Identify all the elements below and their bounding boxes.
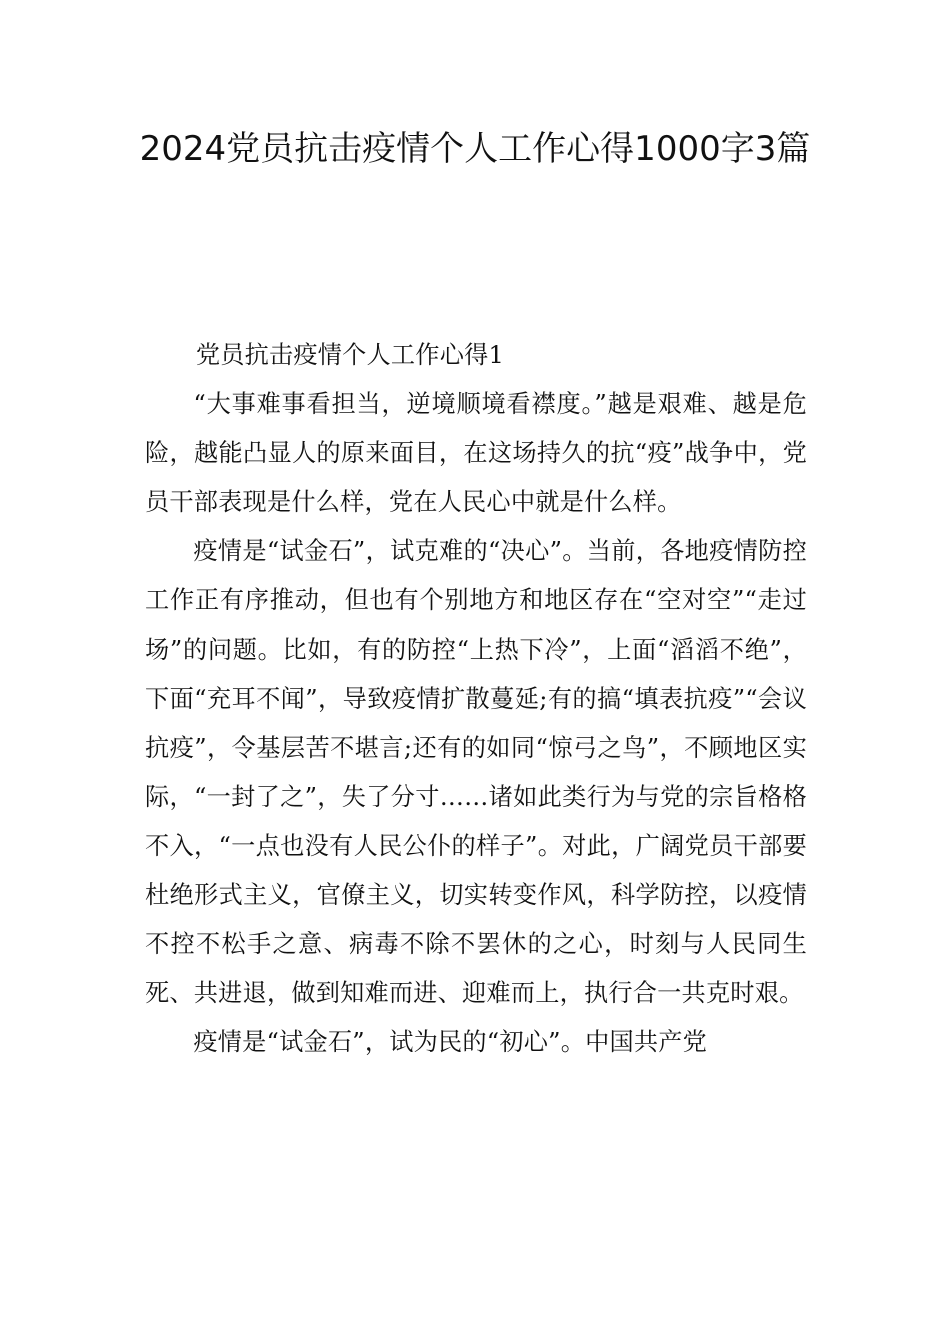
paragraph-1: “大事难事看担当，逆境顺境看襟度。”越是艰难、越是危险，越能凸显人的原来面目，在这场持久的抗“疫”战争中，党员干部表现是什么样，党在人民心中就是什么样。 <box>145 390 807 517</box>
paragraph-2: 疫情是“试金石”，试克难的“决心”。当前，各地疫情防控工作正有序推动，但也有个别地方和地区存在“空对空”“走过场”的问题。比如，有的防控“上热下冷”，上面“滔滔不绝”，下面“充耳不闻”，导致疫情扩散蔓延;有的搞“填表抗疫”“会议抗疫”，令基层苦不堪言;还有的如同“惊弓之鸟”，不顾地区实际，“一封了之”，失了分寸……诸如此类行为与党的宗旨格格不入，“一点也没有人民公仆的样子”。对此，广阔党员干部要杜绝形式主义，官僚主义，切实转变作风，科学防控，以疫情不控不松手之意、病毒不除不罢休的之心，时刻与人民同生死、共进退，做到知难而进、迎难而上，执行合一共克时艰。 <box>145 537 807 1008</box>
document-body <box>145 331 807 1067</box>
section-heading: 党员抗击疫情个人工作心得1 <box>195 341 505 369</box>
document-title: 2024党员抗击疫情个人工作心得1000字3篇 <box>139 129 811 169</box>
paragraph-3: 疫情是“试金石”，试为民的“初心”。中国共产党 <box>193 1028 708 1057</box>
